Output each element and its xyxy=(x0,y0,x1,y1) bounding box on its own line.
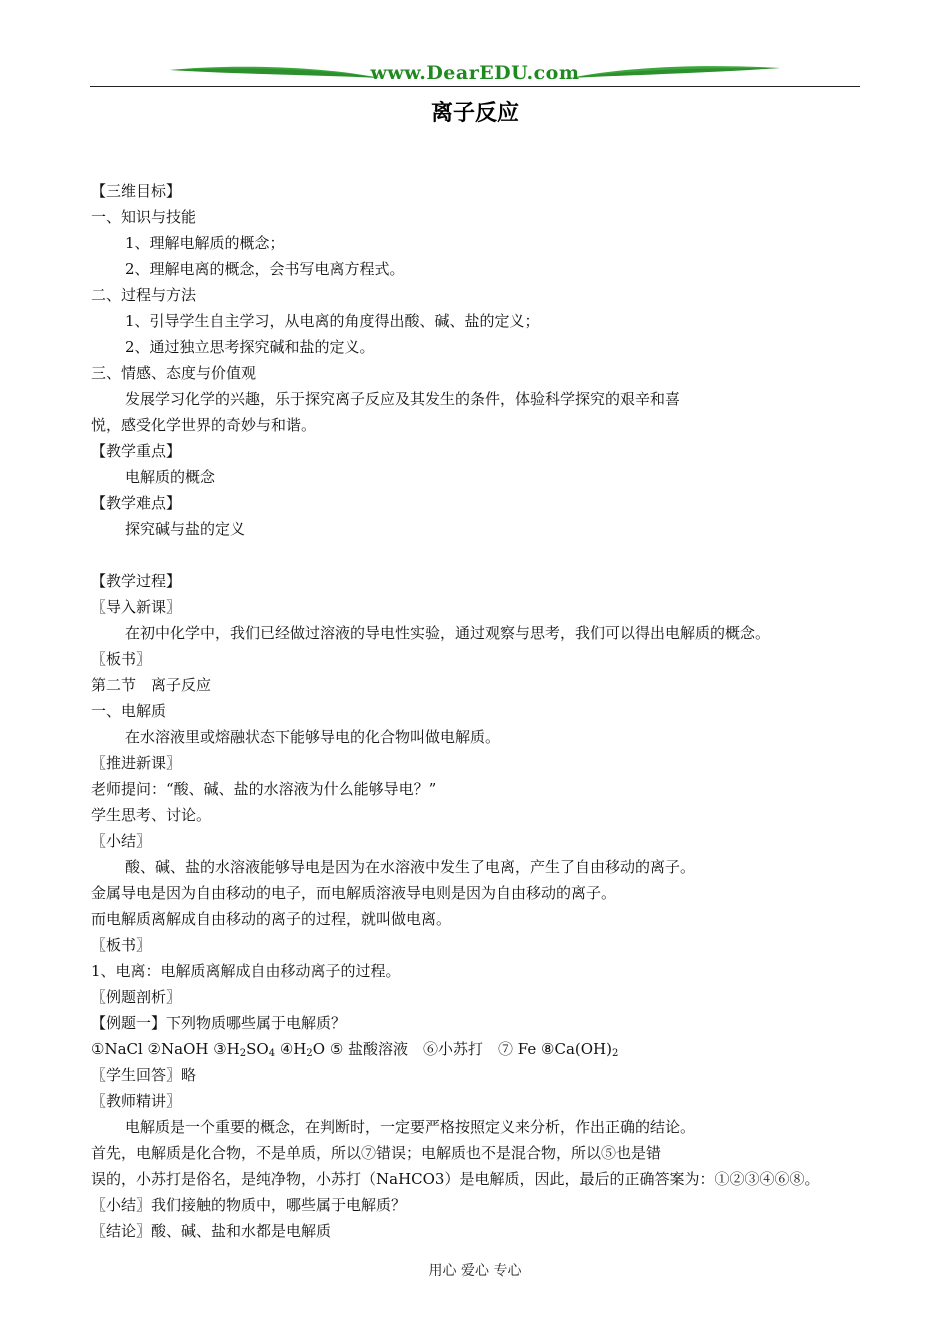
heading-key-point: 【教学重点】 xyxy=(91,442,182,460)
step-label: 〖小结〗 xyxy=(91,832,152,850)
heading-goals: 【三维目标】 xyxy=(91,182,182,200)
section-heading: 一、知识与技能 xyxy=(91,208,197,226)
paragraph-line: 一、电解质 xyxy=(91,702,167,720)
formula-part: SO xyxy=(246,1040,269,1058)
page-footer: 用心 爱心 专心 xyxy=(428,1263,522,1279)
page-title: 离子反应 xyxy=(430,101,519,126)
page-header xyxy=(90,58,860,90)
formula-part: O ⑤ 盐酸溶液 ⑥小苏打 ⑦ Fe ⑧Ca(OH) xyxy=(312,1040,612,1058)
step-label: 〖例题剖析〗 xyxy=(91,988,182,1006)
paragraph-line: 而电解质离解成自由移动的离子的过程，就叫做电离。 xyxy=(91,910,452,928)
paragraph-line: 老师提问：“酸、碱、盐的水溶液为什么能够导电？” xyxy=(91,780,437,798)
list-item: 1、理解电解质的概念； xyxy=(125,234,285,252)
step-label: 〖教师精讲〗 xyxy=(91,1092,182,1110)
paragraph-line: 电解质是一个重要的概念，在判断时，一定要严格按照定义来分析，作出正确的结论。 xyxy=(125,1118,696,1136)
paragraph-line: 酸、碱、盐的水溶液能够导电是因为在水溶液中发生了电离，产生了自由移动的离子。 xyxy=(125,858,696,876)
formula-line xyxy=(91,1036,881,1062)
paragraph-line: 电解质的概念 xyxy=(125,468,216,486)
paragraph-line: 在初中化学中，我们已经做过溶液的导电性实验，通过观察与思考，我们可以得出电解质的概念。 xyxy=(125,624,771,642)
header-rule xyxy=(90,86,860,87)
formula-part: ④H xyxy=(275,1040,307,1058)
step-label: 〖推进新课〗 xyxy=(91,754,182,772)
step-label: 〖导入新课〗 xyxy=(91,598,182,616)
list-item: 2、理解电离的概念，会书写电离方程式。 xyxy=(125,260,405,278)
document-body xyxy=(91,178,881,1244)
paragraph-line: 在水溶液里或熔融状态下能够导电的化合物叫做电解质。 xyxy=(125,728,501,746)
formula-subscript: 4 xyxy=(268,1048,276,1059)
paragraph-line: 发展学习化学的兴趣，乐于探究离子反应及其发生的条件，体验科学探究的艰辛和喜 xyxy=(125,390,681,408)
formula-subscript: 2 xyxy=(306,1048,313,1059)
step-label: 〖板书〗 xyxy=(91,650,152,668)
paragraph-line: 1、电离：电解质离解成自由移动离子的过程。 xyxy=(91,962,401,980)
paragraph-line: 首先，电解质是化合物，不是单质，所以⑦错误；电解质也不是混合物，所以⑤也是错 xyxy=(91,1144,662,1162)
paragraph-line: 金属导电是因为自由移动的电子，而电解质溶液导电则是因为自由移动的离子。 xyxy=(91,884,617,902)
paragraph-line: 〖小结〗我们接触的物质中，哪些属于电解质？ xyxy=(91,1196,407,1214)
paragraph-line: 误的，小苏打是俗名，是纯净物，小苏打（NaHCO3）是电解质，因此，最后的正确答案为：①②③④⑥⑧。 xyxy=(91,1170,820,1188)
paragraph-line: 悦，感受化学世界的奇妙与和谐。 xyxy=(91,416,317,434)
step-label: 〖学生回答〗略 xyxy=(91,1066,197,1084)
list-item: 2、通过独立思考探究碱和盐的定义。 xyxy=(125,338,375,356)
heading-difficulty: 【教学难点】 xyxy=(91,494,182,512)
formula-part: ①NaCl ②NaOH ③H xyxy=(91,1040,240,1058)
formula-subscript: 2 xyxy=(239,1048,247,1059)
blank-line xyxy=(91,542,881,568)
list-item: 1、引导学生自主学习，从电离的角度得出酸、碱、盐的定义； xyxy=(125,312,540,330)
heading-process: 【教学过程】 xyxy=(91,572,182,590)
paragraph-line: 〖结论〗酸、碱、盐和水都是电解质 xyxy=(91,1222,332,1240)
paragraph-line: 【例题一】下列物质哪些属于电解质？ xyxy=(91,1014,347,1032)
formula-subscript: 2 xyxy=(611,1048,619,1059)
paragraph-line: 探究碱与盐的定义 xyxy=(125,520,246,538)
section-heading: 二、过程与方法 xyxy=(91,286,197,304)
paragraph-line: 学生思考、讨论。 xyxy=(91,806,212,824)
section-heading: 三、情感、态度与价值观 xyxy=(91,364,257,382)
paragraph-line: 第二节 离子反应 xyxy=(91,676,212,694)
step-label: 〖板书〗 xyxy=(91,936,152,954)
logo-text: www.DearEDU.com xyxy=(370,62,580,84)
